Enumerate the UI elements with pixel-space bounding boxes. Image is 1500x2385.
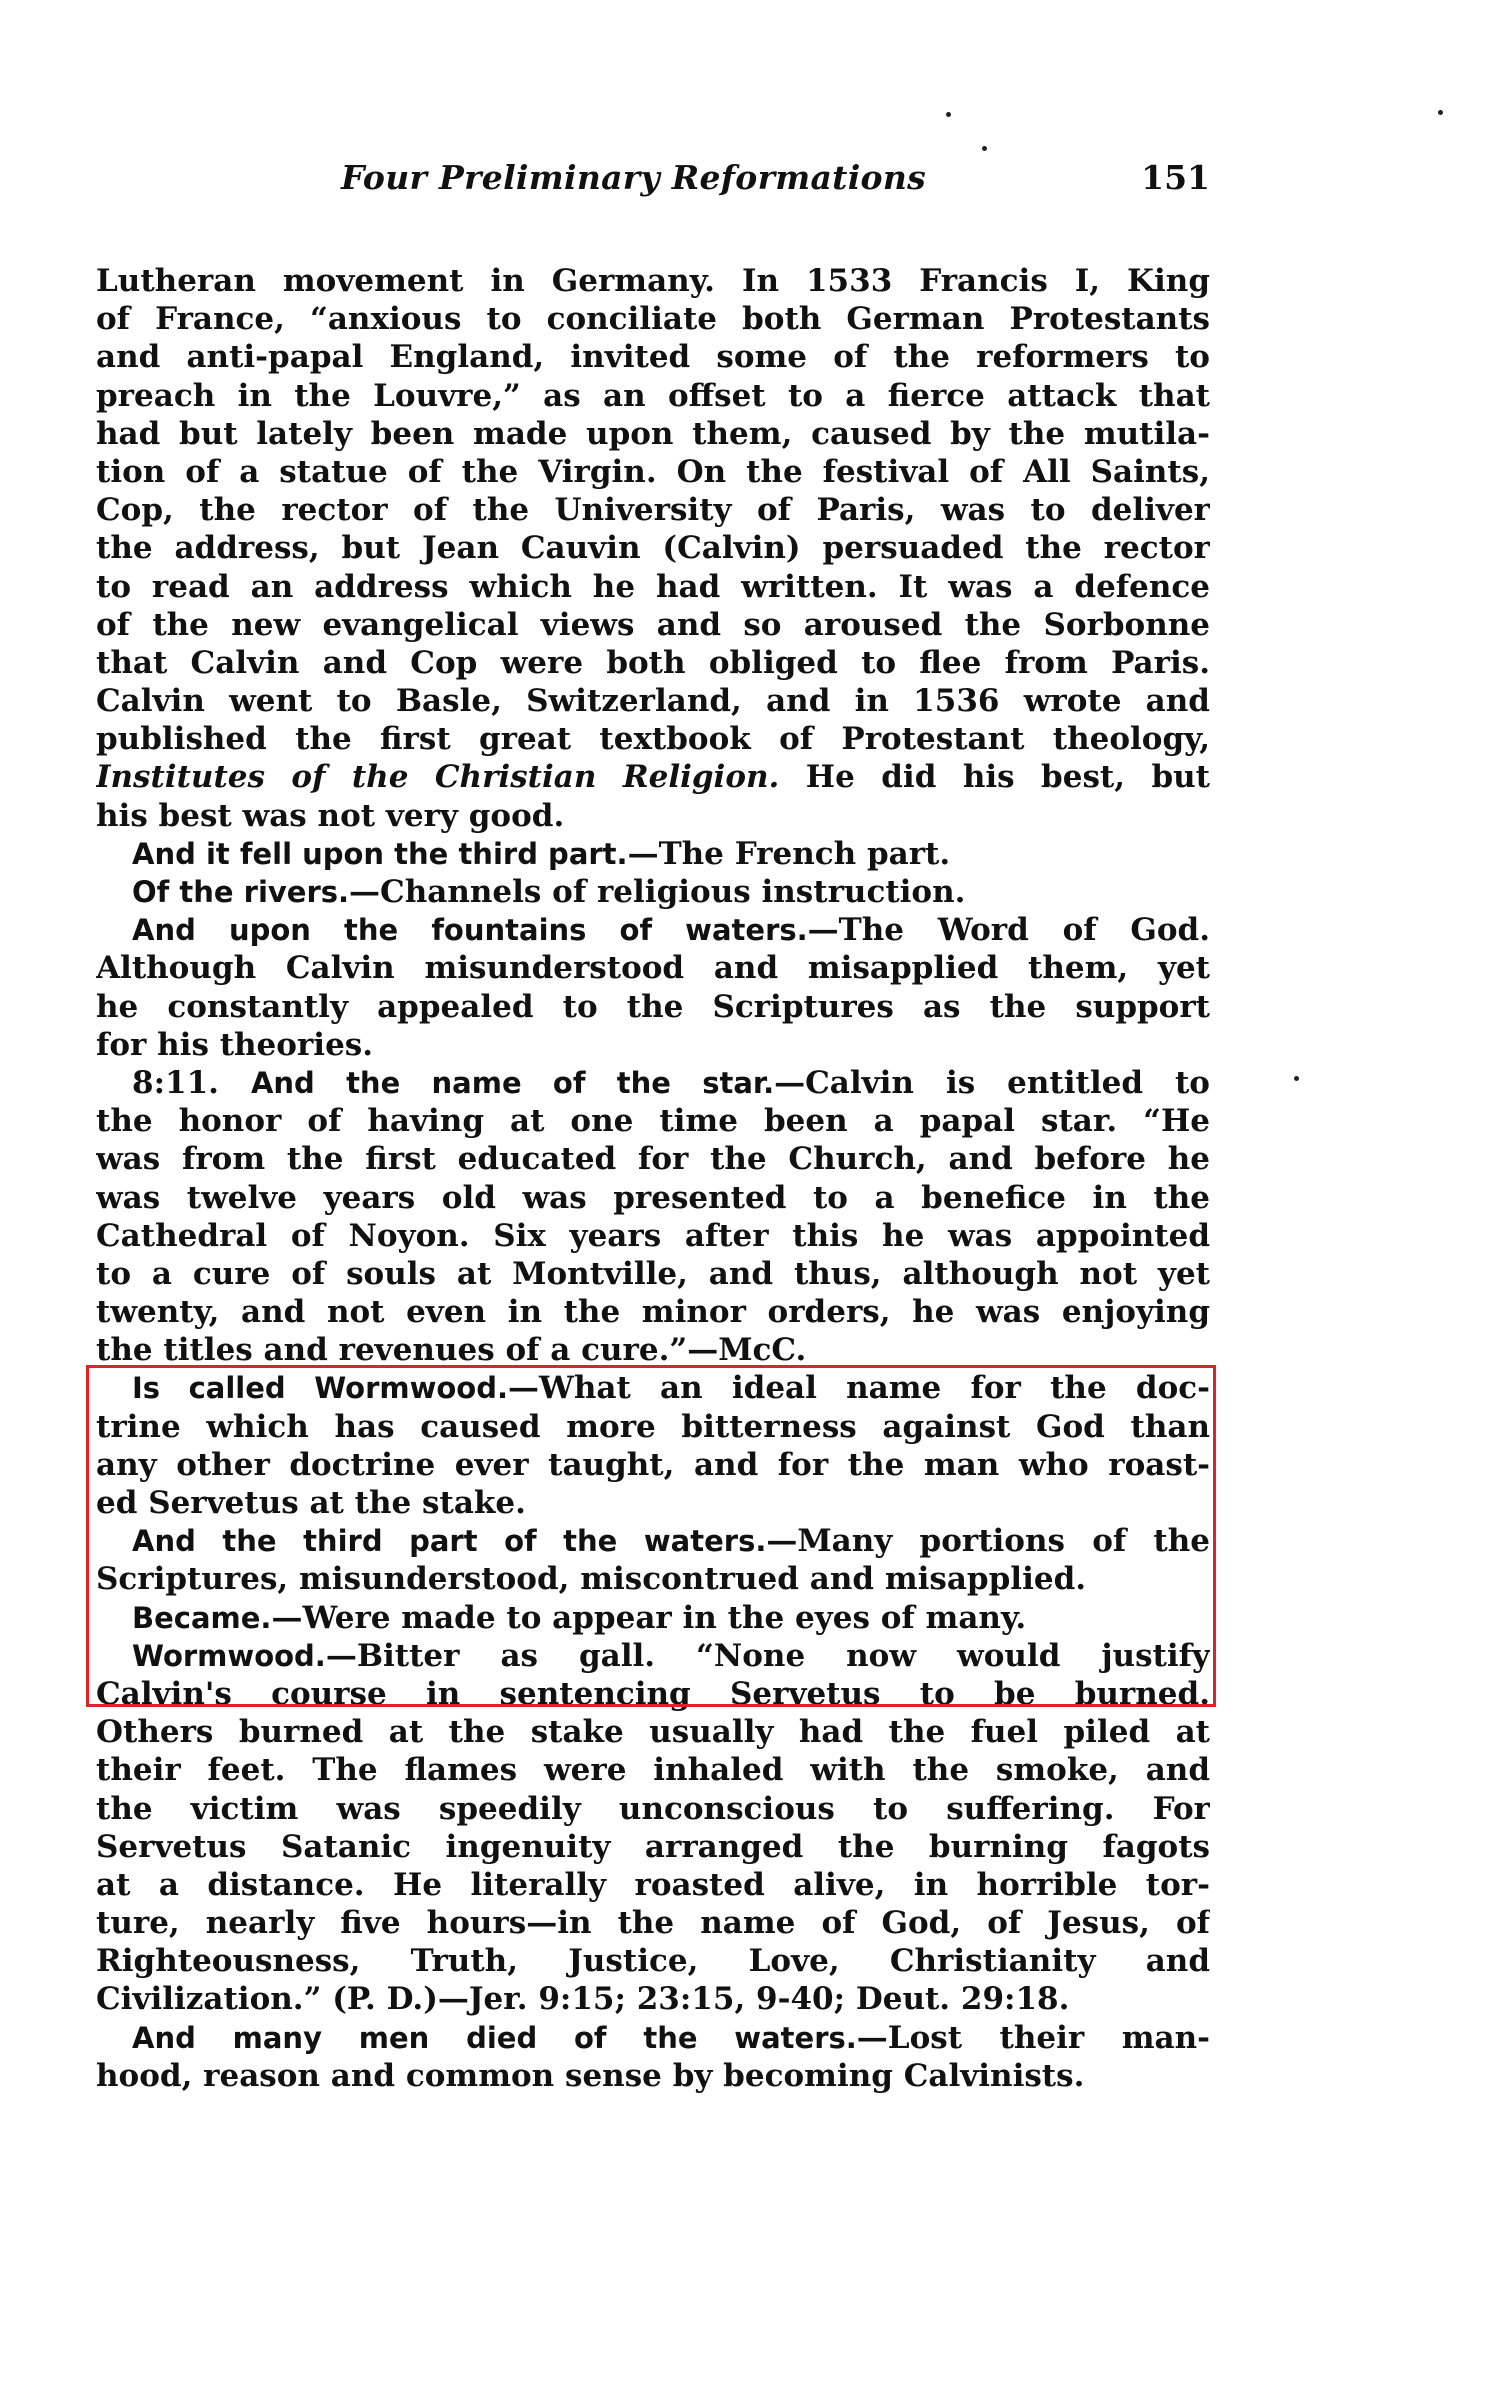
text-line (96, 1904, 1210, 1942)
line-text: had but lately been made upon them, caused by the mutila- (96, 415, 1210, 452)
line-text: the titles and revenues of a cure.”—McC. (96, 1332, 807, 1369)
text-line (96, 1293, 1210, 1331)
scan-speck (946, 112, 951, 117)
scripture-keyword: And upon the fountains of waters. (132, 913, 808, 948)
text-line (96, 1713, 1210, 1751)
text-line (96, 377, 1210, 415)
text-line (96, 1522, 1210, 1560)
line-text: ed Servetus at the stake. (96, 1485, 526, 1521)
running-title: Four Preliminary Reformations (341, 158, 927, 197)
line-text: trine which has caused more bitterness against God than (96, 1408, 1210, 1445)
line-text: of France, “anxious to conciliate both German Protestants (96, 301, 1210, 338)
line-text: —What an ideal name for the doc- (508, 1370, 1210, 1407)
scripture-keyword: And it fell upon the third part. (132, 836, 628, 871)
line-text: for his theories. (96, 1026, 374, 1063)
line-text: He did his best, but (779, 759, 1210, 796)
text-line (96, 529, 1210, 567)
line-text: —The French part. (627, 835, 951, 872)
text-line (96, 1408, 1210, 1446)
text-line (96, 1484, 1210, 1522)
line-text: the victim was speedily unconscious to suffering. For (96, 1790, 1210, 1827)
page-number: 151 (1141, 158, 1210, 197)
line-text: Lutheran movement in Germany. In 1533 Francis I, King (96, 263, 1210, 299)
text-line (96, 1179, 1210, 1217)
line-text: to a cure of souls at Montville, and thus, although not yet (96, 1255, 1210, 1292)
text-line (96, 1675, 1210, 1713)
text-line (96, 873, 1210, 911)
paragraph (96, 911, 1210, 1064)
scripture-keyword: Of the rivers. (132, 875, 350, 909)
text-line (96, 1446, 1210, 1484)
text-line (96, 949, 1210, 987)
paragraph (96, 1637, 1210, 2019)
line-text: he constantly appealed to the Scriptures as the support (96, 988, 1210, 1025)
scripture-keyword: And the third part of the waters. (132, 1524, 767, 1559)
text-line (96, 1064, 1210, 1102)
text-line (96, 568, 1210, 606)
line-text: preach in the Louvre,” as an offset to a fierce attack that (96, 377, 1210, 414)
scripture-keyword: Wormwood. (132, 1638, 326, 1673)
line-text: Servetus Satanic ingenuity arranged the burning fagots (96, 1828, 1210, 1865)
line-text: Civilization.” (P. D.)—Jer. 9:15; 23:15, 9-40; Deut. 29:18. (96, 1981, 1070, 2018)
scan-speck (982, 146, 987, 151)
scan-speck (1438, 110, 1443, 115)
text-line (96, 1942, 1210, 1980)
text-line (96, 1866, 1210, 1904)
paragraph (96, 1369, 1210, 1522)
text-line (96, 682, 1210, 720)
line-text: Cop, the rector of the University of Paris, was to deliver (96, 492, 1210, 529)
line-text: was from the first educated for the Church, and before he (96, 1141, 1210, 1178)
text-line (96, 1255, 1210, 1293)
text-line (96, 988, 1210, 1026)
text-line (96, 911, 1210, 949)
paragraph (96, 262, 1210, 835)
book-title: Institutes of the Christian Religion. (96, 759, 780, 796)
line-text: Others burned at the stake usually had the fuel piled at (96, 1714, 1210, 1751)
text-line (96, 453, 1210, 491)
line-text: Calvin went to Basle, Switzerland, and in 1536 wrote and (96, 683, 1210, 720)
text-line (96, 1331, 1210, 1369)
verse-number: 8:11. (132, 1064, 251, 1101)
line-text: Cathedral of Noyon. Six years after this he was appointed (96, 1217, 1210, 1254)
line-text: hood, reason and common sense by becoming Calvinists. (96, 2057, 1085, 2094)
text-line (96, 644, 1210, 682)
text-line (96, 262, 1210, 300)
paragraph (96, 2019, 1210, 2095)
line-text: any other doctrine ever taught, and for the man who roast- (96, 1446, 1210, 1483)
line-text: at a distance. He literally roasted alive, in horrible tor- (96, 1866, 1210, 1903)
text-line (96, 720, 1210, 758)
text-line (96, 1102, 1210, 1140)
text-line (96, 491, 1210, 529)
scripture-keyword: Became. (132, 1600, 272, 1635)
line-text: was twelve years old was presented to a benefice in the (96, 1179, 1210, 1216)
text-line (96, 1637, 1210, 1675)
line-text: Righteousness, Truth, Justice, Love, Christianity and (96, 1943, 1210, 1980)
text-line (96, 758, 1210, 796)
paragraph (96, 1599, 1210, 1637)
line-text: twenty, and not even in the minor orders, he was enjoying (96, 1294, 1210, 1331)
line-text: his best was not very good. (96, 797, 565, 834)
text-line (96, 1790, 1210, 1828)
line-text: Calvin's course in sentencing Servetus to be burned. (96, 1675, 1210, 1712)
line-text: ture, nearly five hours—in the name of God, of Jesus, of (96, 1905, 1210, 1942)
paragraph (96, 873, 1210, 911)
text-line (96, 606, 1210, 644)
line-text: published the first great textbook of Protestant theology, (96, 721, 1210, 758)
body-text (96, 262, 1210, 2095)
paragraph (96, 1522, 1210, 1598)
line-text: —Bitter as gall. “None now would justify (325, 1637, 1210, 1674)
line-text: —Channels of religious instruction. (349, 874, 966, 910)
text-line (96, 835, 1210, 873)
line-text: the honor of having at one time been a papal star. “He (96, 1103, 1210, 1140)
paragraph (96, 1064, 1210, 1370)
line-text: —Calvin is entitled to (774, 1064, 1210, 1101)
line-text: tion of a statue of the Virgin. On the festival of All Saints, (96, 453, 1210, 490)
text-line (96, 2057, 1210, 2095)
line-text: —Many portions of the (766, 1523, 1210, 1560)
line-text: —Were made to appear in the eyes of many. (271, 1599, 1027, 1636)
scan-speck (1294, 1076, 1299, 1081)
text-line (96, 1560, 1210, 1598)
line-text: Scriptures, misunderstood, miscontrued and misapplied. (96, 1561, 1087, 1598)
text-line (96, 1369, 1210, 1407)
text-line (96, 300, 1210, 338)
line-text: —The Word of God. (807, 912, 1210, 949)
text-line (96, 1751, 1210, 1789)
line-text: to read an address which he had written. It was a defence (96, 568, 1210, 605)
line-text: their feet. The flames were inhaled with the smoke, and (96, 1752, 1210, 1789)
scripture-keyword: Is called Wormwood. (132, 1371, 509, 1406)
text-line (96, 1026, 1210, 1064)
text-line (96, 797, 1210, 835)
line-text: Although Calvin misunderstood and misapplied them, yet (96, 950, 1210, 987)
text-line (96, 1980, 1210, 2018)
text-line (96, 415, 1210, 453)
line-text: of the new evangelical views and so aroused the Sorbonne (96, 606, 1210, 643)
line-text: —Lost their man- (856, 2019, 1210, 2056)
text-line (96, 338, 1210, 376)
text-line (96, 1599, 1210, 1637)
line-text: the address, but Jean Cauvin (Calvin) persuaded the rector (96, 530, 1210, 567)
text-line (96, 1140, 1210, 1178)
scripture-keyword: And the name of the star. (250, 1065, 775, 1100)
text-line (96, 2019, 1210, 2057)
line-text: that Calvin and Cop were both obliged to flee from Paris. (96, 644, 1210, 681)
paragraph (96, 835, 1210, 873)
scripture-keyword: And many men died of the waters. (132, 2020, 857, 2055)
running-head (96, 158, 1210, 208)
line-text: and anti-papal England, invited some of the reformers to (96, 339, 1210, 376)
text-line (96, 1217, 1210, 1255)
text-line (96, 1828, 1210, 1866)
